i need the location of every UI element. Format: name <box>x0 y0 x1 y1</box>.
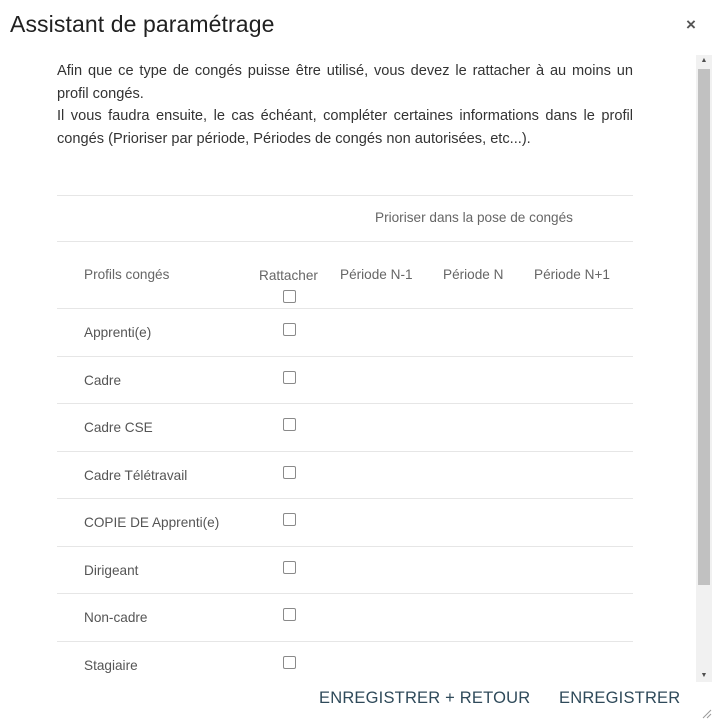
table-row <box>57 547 633 595</box>
column-header-period-cur: Période N <box>443 267 504 282</box>
dialog-content <box>0 55 696 682</box>
vertical-scrollbar[interactable] <box>696 55 712 682</box>
save-button[interactable]: ENREGISTRER <box>559 689 681 707</box>
profile-label: Cadre <box>84 372 122 388</box>
table-divider <box>57 195 633 196</box>
select-all-checkbox[interactable] <box>283 290 296 303</box>
attach-checkbox[interactable] <box>283 371 296 384</box>
profile-label: Non-cadre <box>84 610 148 625</box>
dialog-title: Assistant de paramétrage <box>10 11 275 37</box>
profile-label: Apprenti(e) <box>84 325 152 340</box>
attach-checkbox[interactable] <box>283 418 296 431</box>
attach-checkbox[interactable] <box>283 323 296 336</box>
table-row <box>57 309 633 357</box>
table-row <box>57 499 633 547</box>
resize-grip-icon[interactable] <box>700 707 712 719</box>
close-icon: × <box>686 15 696 34</box>
group-header: Prioriser dans la pose de congés <box>375 210 573 225</box>
scrollbar-thumb[interactable] <box>698 69 710 585</box>
column-header-attach: Rattacher <box>259 268 318 283</box>
profile-label: Cadre Télétravail <box>84 467 188 483</box>
attach-checkbox[interactable] <box>283 608 296 621</box>
profile-label: Cadre CSE <box>84 420 153 435</box>
attach-checkbox[interactable] <box>283 513 296 526</box>
column-header-profiles: Profils congés <box>84 267 170 282</box>
attach-checkbox[interactable] <box>283 656 296 669</box>
column-header-period-prev: Période N-1 <box>340 267 413 282</box>
scroll-down-arrow-icon[interactable]: ▼ <box>700 672 708 679</box>
intro-paragraph-1: Afin que ce type de congés puisse être utilisé, vous devez le rattacher à au moins un profil congés. <box>57 63 633 102</box>
attach-checkbox[interactable] <box>283 561 296 574</box>
table-row <box>57 357 633 405</box>
profile-label: Stagiaire <box>84 657 138 673</box>
table-row <box>57 452 633 500</box>
close-button[interactable] <box>683 15 699 35</box>
intro-paragraph-2: Il vous faudra ensuite, le cas échéant, compléter certaines informations dans le profil congés (Prioriser par période, Périodes de congés non autorisées, etc...). <box>57 108 633 147</box>
profile-label: COPIE DE Apprenti(e) <box>84 515 220 530</box>
table-row <box>57 642 633 683</box>
save-and-return-button[interactable]: ENREGISTRER + RETOUR <box>319 689 531 707</box>
table-divider <box>57 241 633 242</box>
table-row <box>57 404 633 452</box>
column-header-period-next: Période N+1 <box>534 267 610 282</box>
attach-checkbox[interactable] <box>283 466 296 479</box>
intro-text <box>57 60 633 150</box>
profile-label: Dirigeant <box>84 562 139 578</box>
scroll-up-arrow-icon[interactable]: ▲ <box>700 57 708 64</box>
table-row <box>57 594 633 642</box>
